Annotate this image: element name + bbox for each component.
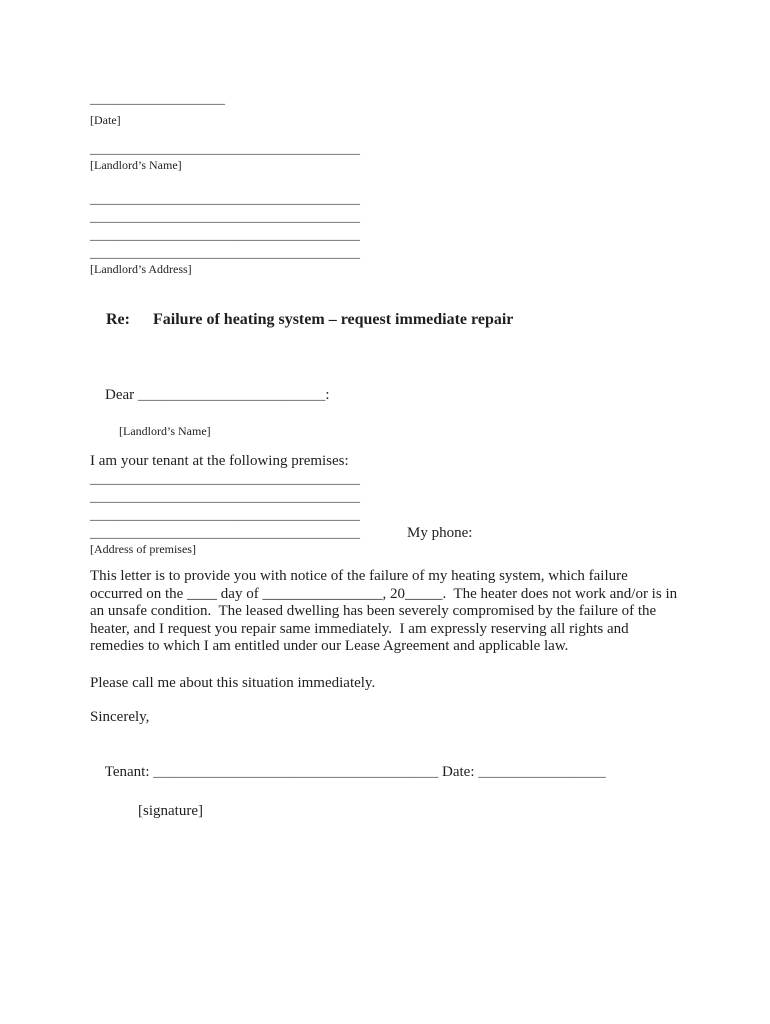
date-label-inline: Date: bbox=[442, 763, 479, 780]
subject-prefix: Re: bbox=[106, 311, 130, 328]
body-line: an unsafe condition. The leased dwelling has been severely compromised by the failure of the bbox=[90, 603, 657, 619]
tenant-signature-blank-line: ______________________________________ bbox=[153, 763, 439, 780]
body-paragraph bbox=[90, 568, 770, 656]
salutation-blank-line: _________________________ bbox=[137, 387, 326, 403]
body-line: remedies to which I am entitled under our Lease Agreement and applicable law. bbox=[90, 638, 569, 654]
signature-row bbox=[90, 742, 770, 802]
landlord-name-blank-line: ____________________________________ bbox=[90, 141, 360, 157]
premises-intro: I am your tenant at the following premises: bbox=[90, 453, 349, 469]
landlord-address-blank-line: ____________________________________ bbox=[90, 209, 360, 225]
body-line: occurred on the ____ day of ________________, 20_____. The heater does not work and/or is in bbox=[90, 585, 678, 602]
salutation-colon: : bbox=[325, 387, 330, 403]
premises-blank-line: ____________________________________ bbox=[90, 471, 360, 487]
subject-title: Failure of heating system – request immediate repair bbox=[153, 311, 514, 328]
closing-line: Sincerely, bbox=[90, 708, 150, 725]
body-line: heater, and I request you repair same immediately. I am expressly reserving all rights and bbox=[90, 620, 629, 637]
request-line: Please call me about this situation immediately. bbox=[90, 674, 376, 691]
premises-blank-line: ____________________________________ bbox=[90, 507, 360, 523]
premises-blank-line: ____________________________________ bbox=[90, 525, 360, 541]
signature-date-blank-line: _________________ bbox=[478, 763, 606, 780]
tenant-label: Tenant: bbox=[104, 763, 154, 780]
salutation-line bbox=[90, 367, 770, 424]
landlord-address-blank-line: ____________________________________ bbox=[90, 245, 360, 261]
subject-line bbox=[90, 290, 770, 350]
premises-phone-row bbox=[90, 524, 770, 542]
body-line: This letter is to provide you with notice of the failure of my heating system, which failure bbox=[90, 568, 628, 584]
salutation-greeting: Dear bbox=[105, 387, 138, 403]
salutation-sublabel: [Landlord’s Name] bbox=[119, 424, 211, 438]
landlord-name-label: [Landlord’s Name] bbox=[90, 158, 182, 172]
signature-note: [signature] bbox=[138, 802, 203, 819]
premises-label: [Address of premises] bbox=[90, 542, 196, 556]
date-blank-line: __________________ bbox=[90, 91, 225, 107]
date-label: [Date] bbox=[90, 113, 121, 127]
premises-blank-line: ____________________________________ bbox=[90, 489, 360, 505]
phone-label: My phone: bbox=[407, 525, 473, 541]
landlord-address-blank-line: ____________________________________ bbox=[90, 191, 360, 207]
landlord-address-blank-line: ____________________________________ bbox=[90, 227, 360, 243]
landlord-address-label: [Landlord’s Address] bbox=[90, 262, 192, 276]
